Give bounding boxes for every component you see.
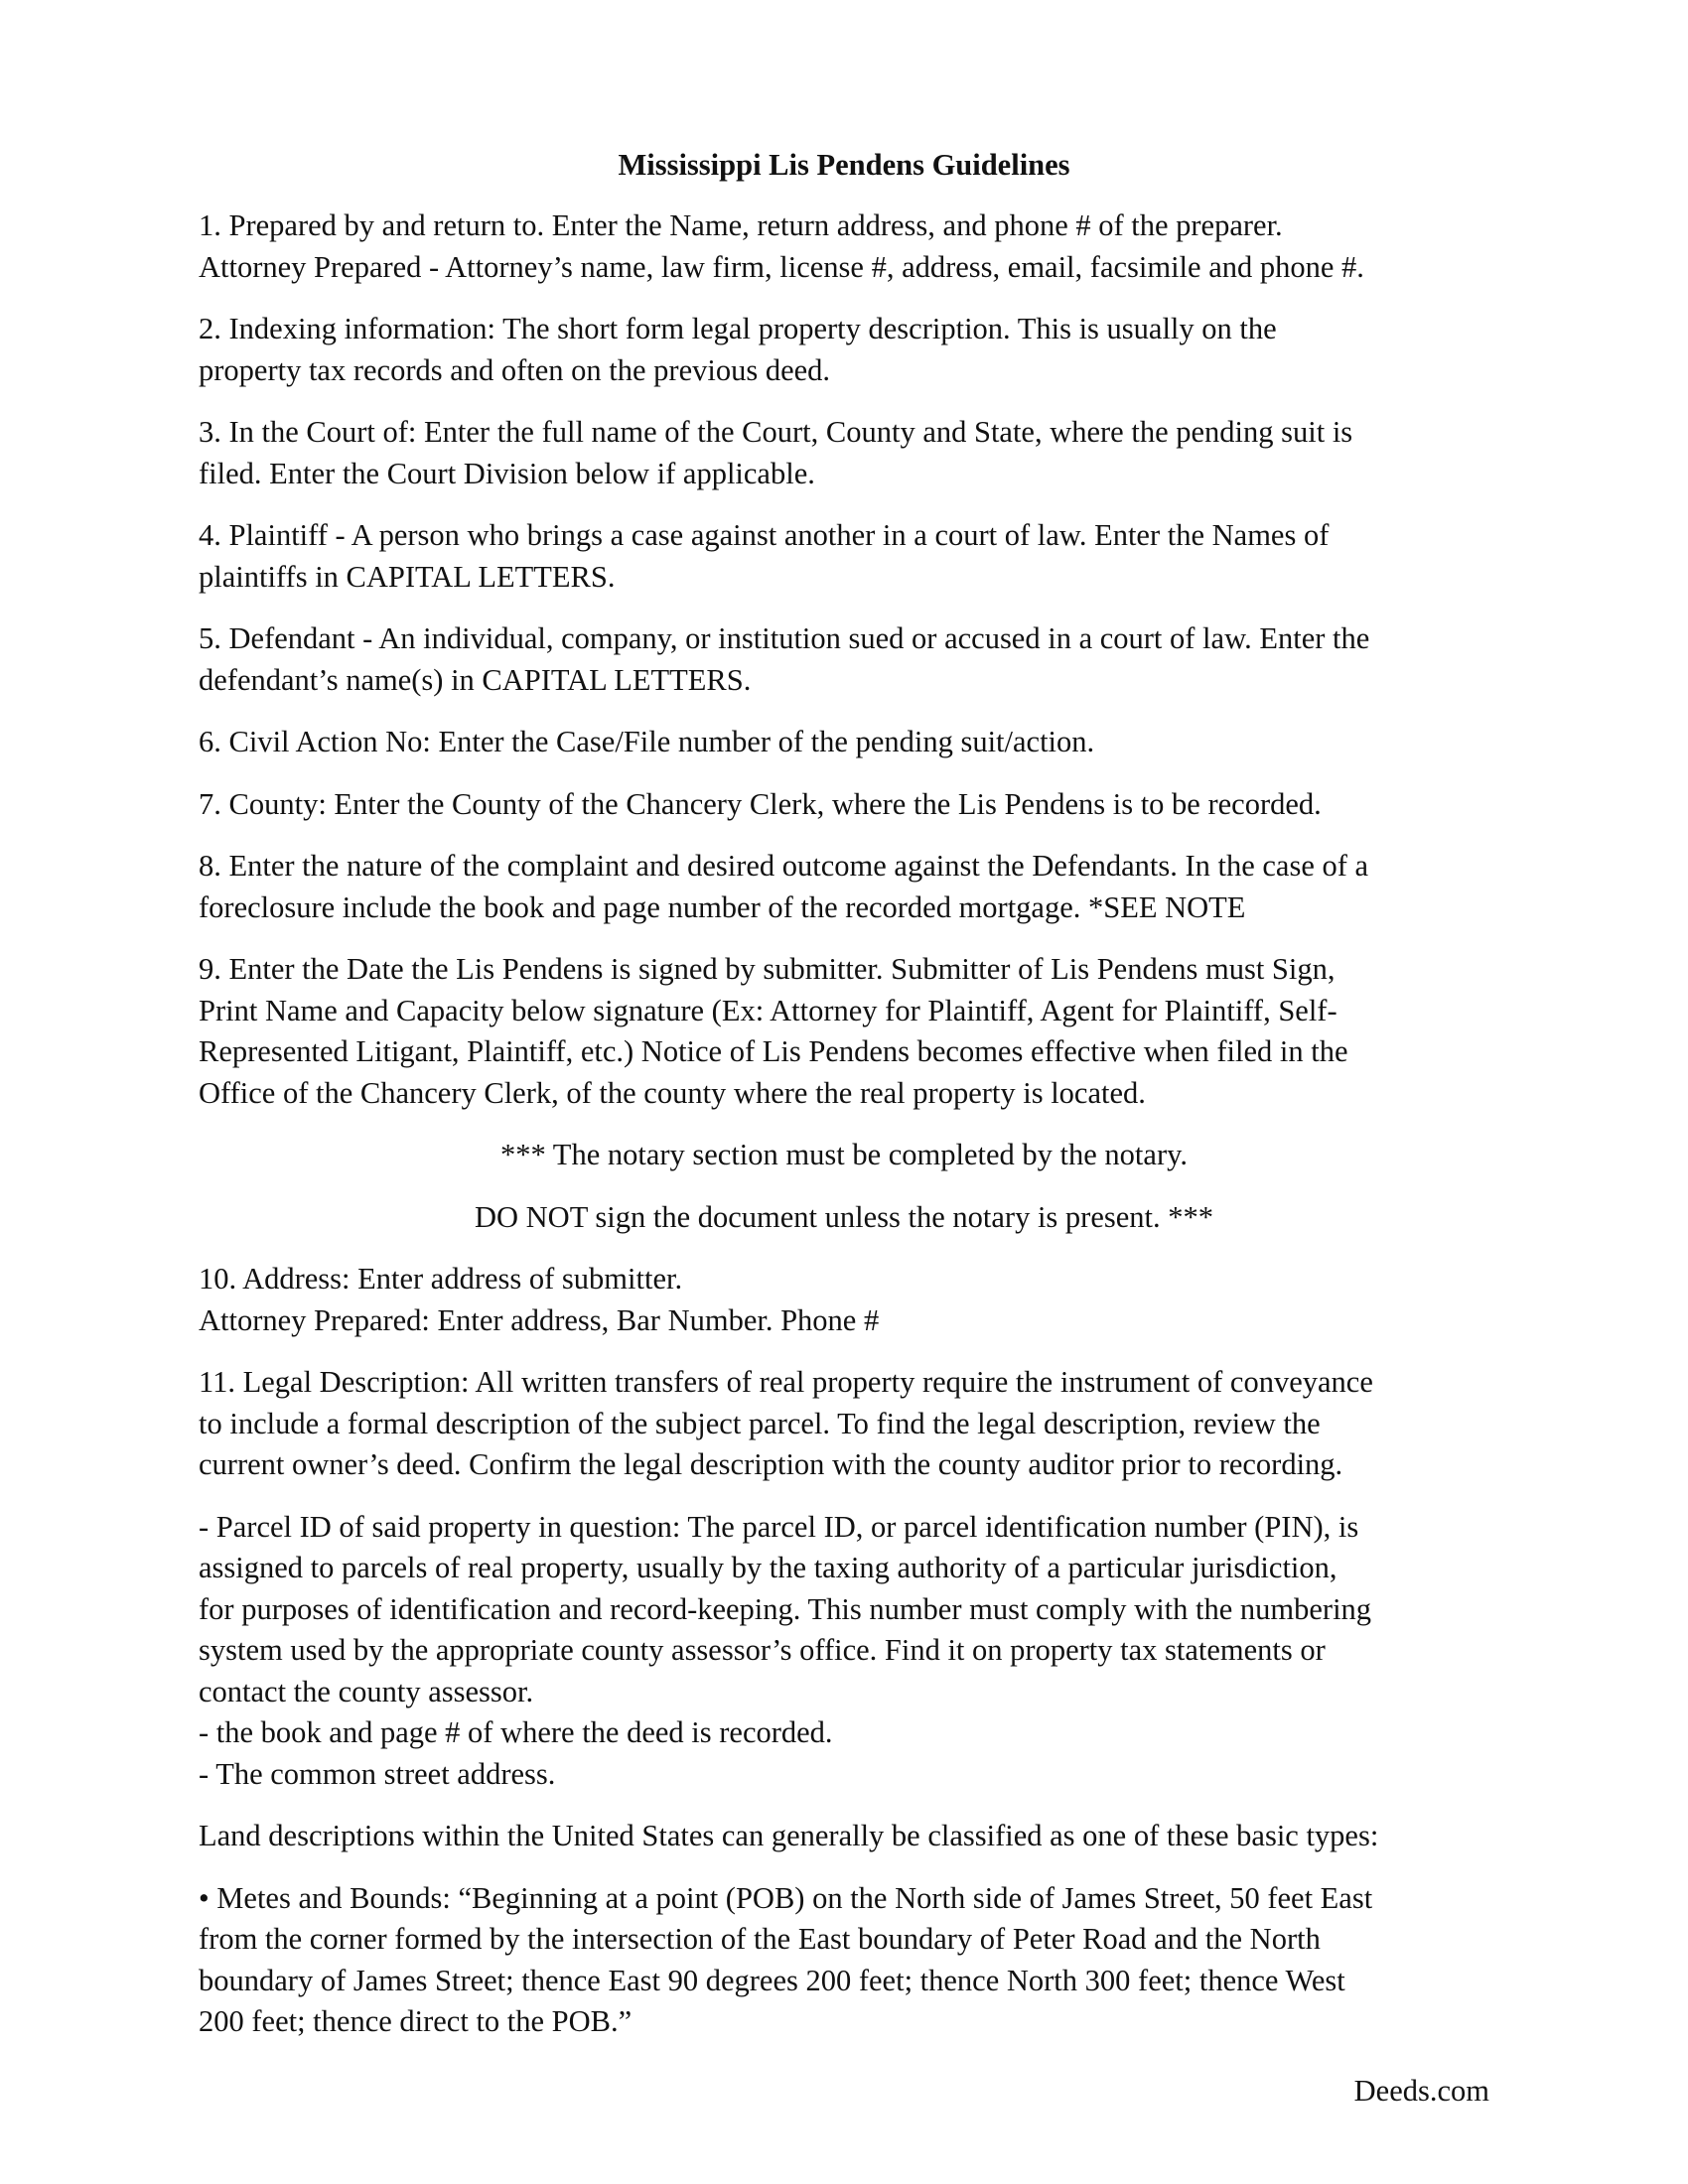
item-3 [199, 412, 1489, 494]
item-4-line: plaintiffs in CAPITAL LETTERS. [199, 559, 616, 594]
item-6 [199, 722, 1489, 763]
item-6-line: 6. Civil Action No: Enter the Case/File number of the pending suit/action. [199, 725, 1095, 758]
sections-before-notary [199, 205, 1489, 1114]
item-11-line: to include a formal description of the subject parcel. To find the legal description, review the [199, 1406, 1321, 1440]
item-3-line: filed. Enter the Court Division below if applicable. [199, 456, 815, 490]
notary-notice-1: *** The notary section must be completed by the notary. [499, 1138, 1188, 1171]
parcel-id-line: - Parcel ID of said property in question: The parcel ID, or parcel identification number (PIN), is [199, 1509, 1359, 1544]
item-1-line: Attorney Prepared - Attorney’s name, law firm, license #, address, email, facsimile and phone #. [199, 249, 1364, 284]
sections-after-notary [199, 1259, 1489, 2043]
item-7 [199, 784, 1489, 826]
metes-and-bounds-line: from the corner formed by the intersection of the East boundary of Peter Road and the North [199, 1922, 1321, 1956]
item-8 [199, 846, 1489, 928]
parcel-id-bullets [199, 1507, 1489, 1796]
item-2-line: 2. Indexing information: The short form legal property description. This is usually on the [199, 312, 1277, 345]
page-title: Mississippi Lis Pendens Guidelines [618, 148, 1070, 182]
item-10 [199, 1259, 1489, 1341]
street-address-bullet: - The common street address. [199, 1756, 556, 1791]
item-9-line: Print Name and Capacity below signature (Ex: Attorney for Plaintiff, Agent for Plaintiff, Self- [199, 993, 1337, 1027]
item-2 [199, 309, 1489, 391]
land-descriptions-intro [199, 1816, 1489, 1857]
item-11-line: 11. Legal Description: All written transfers of real property require the instrument of conveyance [199, 1365, 1373, 1399]
metes-and-bounds-line: • Metes and Bounds: “Beginning at a point (POB) on the North side of James Street, 50 feet East [199, 1880, 1373, 1915]
item-7-line: 7. County: Enter the County of the Chancery Clerk, where the Lis Pendens is to be recorded. [199, 786, 1322, 821]
item-5 [199, 618, 1489, 701]
item-5-line: defendant’s name(s) in CAPITAL LETTERS. [199, 662, 752, 697]
item-10-line: 10. Address: Enter address of submitter. [199, 1262, 683, 1296]
item-4-line: 4. Plaintiff - A person who brings a case against another in a court of law. Enter the Names of [199, 518, 1330, 552]
land-descriptions-line: Land descriptions within the United States can generally be classified as one of these basic types: [199, 1819, 1379, 1852]
item-2-line: property tax records and often on the previous deed. [199, 352, 831, 387]
item-9 [199, 949, 1489, 1114]
book-page-bullet: - the book and page # of where the deed is recorded. [199, 1715, 833, 1749]
item-11-line: current owner’s deed. Confirm the legal description with the county auditor prior to recording. [199, 1447, 1343, 1481]
item-8-line: 8. Enter the nature of the complaint and desired outcome against the Defendants. In the case of a [199, 849, 1369, 883]
item-8-line: foreclosure include the book and page number of the recorded mortgage. *SEE NOTE [199, 889, 1246, 924]
metes-and-bounds-line: boundary of James Street; thence East 90 degrees 200 feet; thence North 300 feet; thence West [199, 1963, 1345, 1997]
notary-notice-2: DO NOT sign the document unless the notary is present. *** [474, 1199, 1214, 1234]
item-3-line: 3. In the Court of: Enter the full name of the Court, County and State, where the pending suit is [199, 415, 1353, 449]
item-9-line: 9. Enter the Date the Lis Pendens is signed by submitter. Submitter of Lis Pendens must Sign, [199, 952, 1336, 986]
metes-and-bounds-line: 200 feet; thence direct to the POB.” [199, 2004, 633, 2038]
item-11 [199, 1362, 1489, 1486]
item-10-line: Attorney Prepared: Enter address, Bar Number. Phone # [199, 1302, 880, 1337]
parcel-id-line: assigned to parcels of real property, usually by the taxing authority of a particular jurisdiction, [199, 1551, 1337, 1584]
parcel-id-line: for purposes of identification and record-keeping. This number must comply with the numbering [199, 1591, 1372, 1626]
document-page [199, 145, 1489, 2064]
item-4 [199, 515, 1489, 598]
footer-brand: Deeds.com [1353, 2074, 1489, 2108]
parcel-id-line: system used by the appropriate county assessor’s office. Find it on property tax statements or [199, 1633, 1326, 1667]
item-1-line: 1. Prepared by and return to. Enter the Name, return address, and phone # of the preparer. [199, 208, 1283, 242]
item-9-line: Represented Litigant, Plaintiff, etc.) Notice of Lis Pendens becomes effective when filed in the [199, 1034, 1348, 1068]
metes-and-bounds [199, 1878, 1489, 2043]
parcel-id-line: contact the county assessor. [199, 1674, 534, 1708]
item-5-line: 5. Defendant - An individual, company, or institution sued or accused in a court of law. Enter the [199, 621, 1370, 655]
item-9-line: Office of the Chancery Clerk, of the county where the real property is located. [199, 1075, 1146, 1110]
item-1 [199, 205, 1489, 288]
